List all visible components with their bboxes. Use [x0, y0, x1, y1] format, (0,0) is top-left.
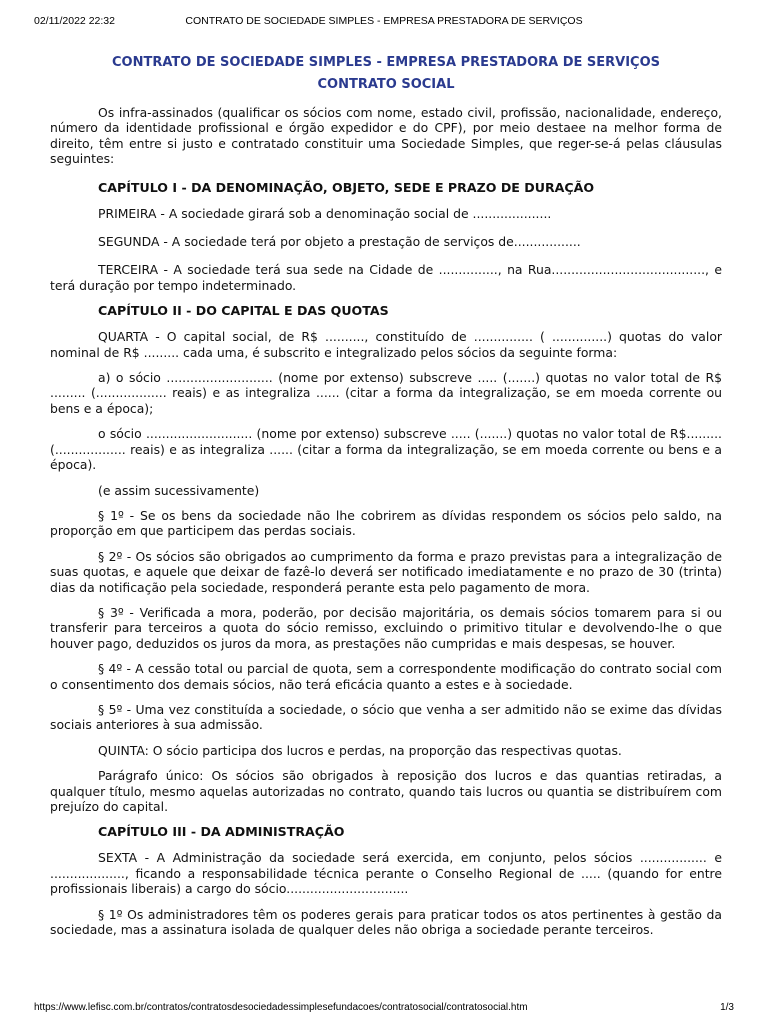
print-title: CONTRATO DE SOCIEDADE SIMPLES - EMPRESA PRESTADORA DE SERVIÇOS — [185, 15, 583, 27]
paragrafo-unico: Parágrafo único: Os sócios são obrigados à reposição dos lucros e das quantias retiradas, a qualquer título, mesmo aquelas autorizadas no contrato, quando tais lucros ou quantia se distribuírem com prejuízo do capital. — [50, 768, 722, 814]
chapter-1-heading: CAPÍTULO I - DA DENOMINAÇÃO, OBJETO, SEDE E PRAZO DE DURAÇÃO — [98, 179, 595, 195]
paragraph-4: § 4º - A cessão total ou parcial de quota, sem a correspondente modificação do contrato social com o consentimento dos demais sócios, não terá eficácia quanto a estes e à sociedade. — [50, 661, 722, 692]
chapter-2-heading: CAPÍTULO II - DO CAPITAL E DAS QUOTAS — [98, 303, 389, 319]
document-subtitle: CONTRATO SOCIAL — [317, 77, 455, 92]
clause-segunda: SEGUNDA - A sociedade terá por objeto a prestação de serviços de................. — [98, 234, 581, 250]
print-footer — [34, 1002, 734, 1016]
clause-sexta-paragraph-1: § 1º Os administradores têm os poderes gerais para praticar todos os atos pertinentes à gestão da sociedade, mas a assinatura isolada de qualquer deles não obriga a sociedade perante terceiros. — [50, 906, 722, 938]
clause-sucessivamente: (e assim sucessivamente) — [98, 482, 260, 498]
intro-paragraph: Os infra-assinados (qualificar os sócios com nome, estado civil, profissão, nacionalidade, endereço, número da identidade profissional e órgão expedidor e do CPF), por meio destaee na melhor forma de direito, têm entre si justo e contratado constituir uma Sociedade Simples, que reger-se-á pelas cláusulas seguintes: — [50, 105, 722, 167]
document-body — [50, 53, 722, 937]
clause-terceira: TERCEIRA - A sociedade terá sua sede na Cidade de ..............., na Rua......................................., e terá duração por tempo indeterminado. — [50, 262, 722, 293]
document-title: CONTRATO DE SOCIEDADE SIMPLES - EMPRESA PRESTADORA DE SERVIÇOS — [111, 55, 661, 70]
page-url: https://www.lefisc.com.br/contratos/contratosdesociedadessimplesefundacoes/contratosocial/contratosocial.htm — [34, 1002, 528, 1013]
clause-sexta: SEXTA - A Administração da sociedade será exercida, em conjunto, pelos sócios ................. e ..................., ficando a responsabilidade técnica perante o Conselho Regional de ..... (quando for entre profissionais liberais) a cargo do sócio............................... — [50, 850, 722, 897]
paragraph-1: § 1º - Se os bens da sociedade não lhe cobrirem as dívidas respondem os sócios pelo saldo, na proporção em que participem das perdas sociais. — [50, 507, 722, 539]
clause-socio-b: o sócio ........................... (nome por extenso) subscreve ..... (.......) quotas no valor total de R$......... (.................. reais) e as integraliza ...... (citar a forma da integralização, se em moeda corrente ou bens e a época). — [50, 426, 722, 473]
clause-quinta: QUINTA: O sócio participa dos lucros e perdas, na proporção das respectivas quotas. — [98, 742, 622, 758]
chapter-3-heading: CAPÍTULO III - DA ADMINISTRAÇÃO — [98, 824, 345, 840]
clause-quarta: QUARTA - O capital social, de R$ .........., constituído de ............... ( ..............) quotas do valor nominal de R$ ......... cada uma, é subscrito e integralizado pelos sócios da seguinte forma: — [50, 329, 722, 360]
paragraph-5: § 5º - Uma vez constituída a sociedade, o sócio que venha a ser admitido não se exime das dívidas sociais anteriores à sua admissão. — [50, 701, 722, 733]
page-number: 1/3 — [720, 1002, 734, 1013]
clause-primeira: PRIMEIRA - A sociedade girará sob a denominação social de .................... — [98, 205, 552, 221]
clause-socio-a: a) o sócio ........................... (nome por extenso) subscreve ..... (.......) quotas no valor total de R$ ......... (.................. reais) e as integraliza ...... (citar a forma da integralização, se em moeda corrente ou bens e a época); — [50, 370, 722, 416]
print-datetime: 02/11/2022 22:32 — [34, 15, 115, 27]
paragraph-3: § 3º - Verificada a mora, poderão, por decisão majoritária, os demais sócios tomarem para si ou transferir para terceiros a quota do sócio remisso, excluindo o primitivo titular e devolvendo-lhe o que houver pago, deduzidos os juros da mora, as prestações não cumpridas e mais despesas, se houver. — [50, 604, 722, 651]
paragraph-2: § 2º - Os sócios são obrigados ao cumprimento da forma e prazo previstas para a integralização de suas quotas, e aquele que deixar de fazê-lo deverá ser notificado imediatamente e no prazo de 30 (trinta) dias da notificação pela sociedade, responderá perante esta pelo pagamento de mora. — [50, 548, 722, 595]
print-header — [34, 15, 734, 29]
